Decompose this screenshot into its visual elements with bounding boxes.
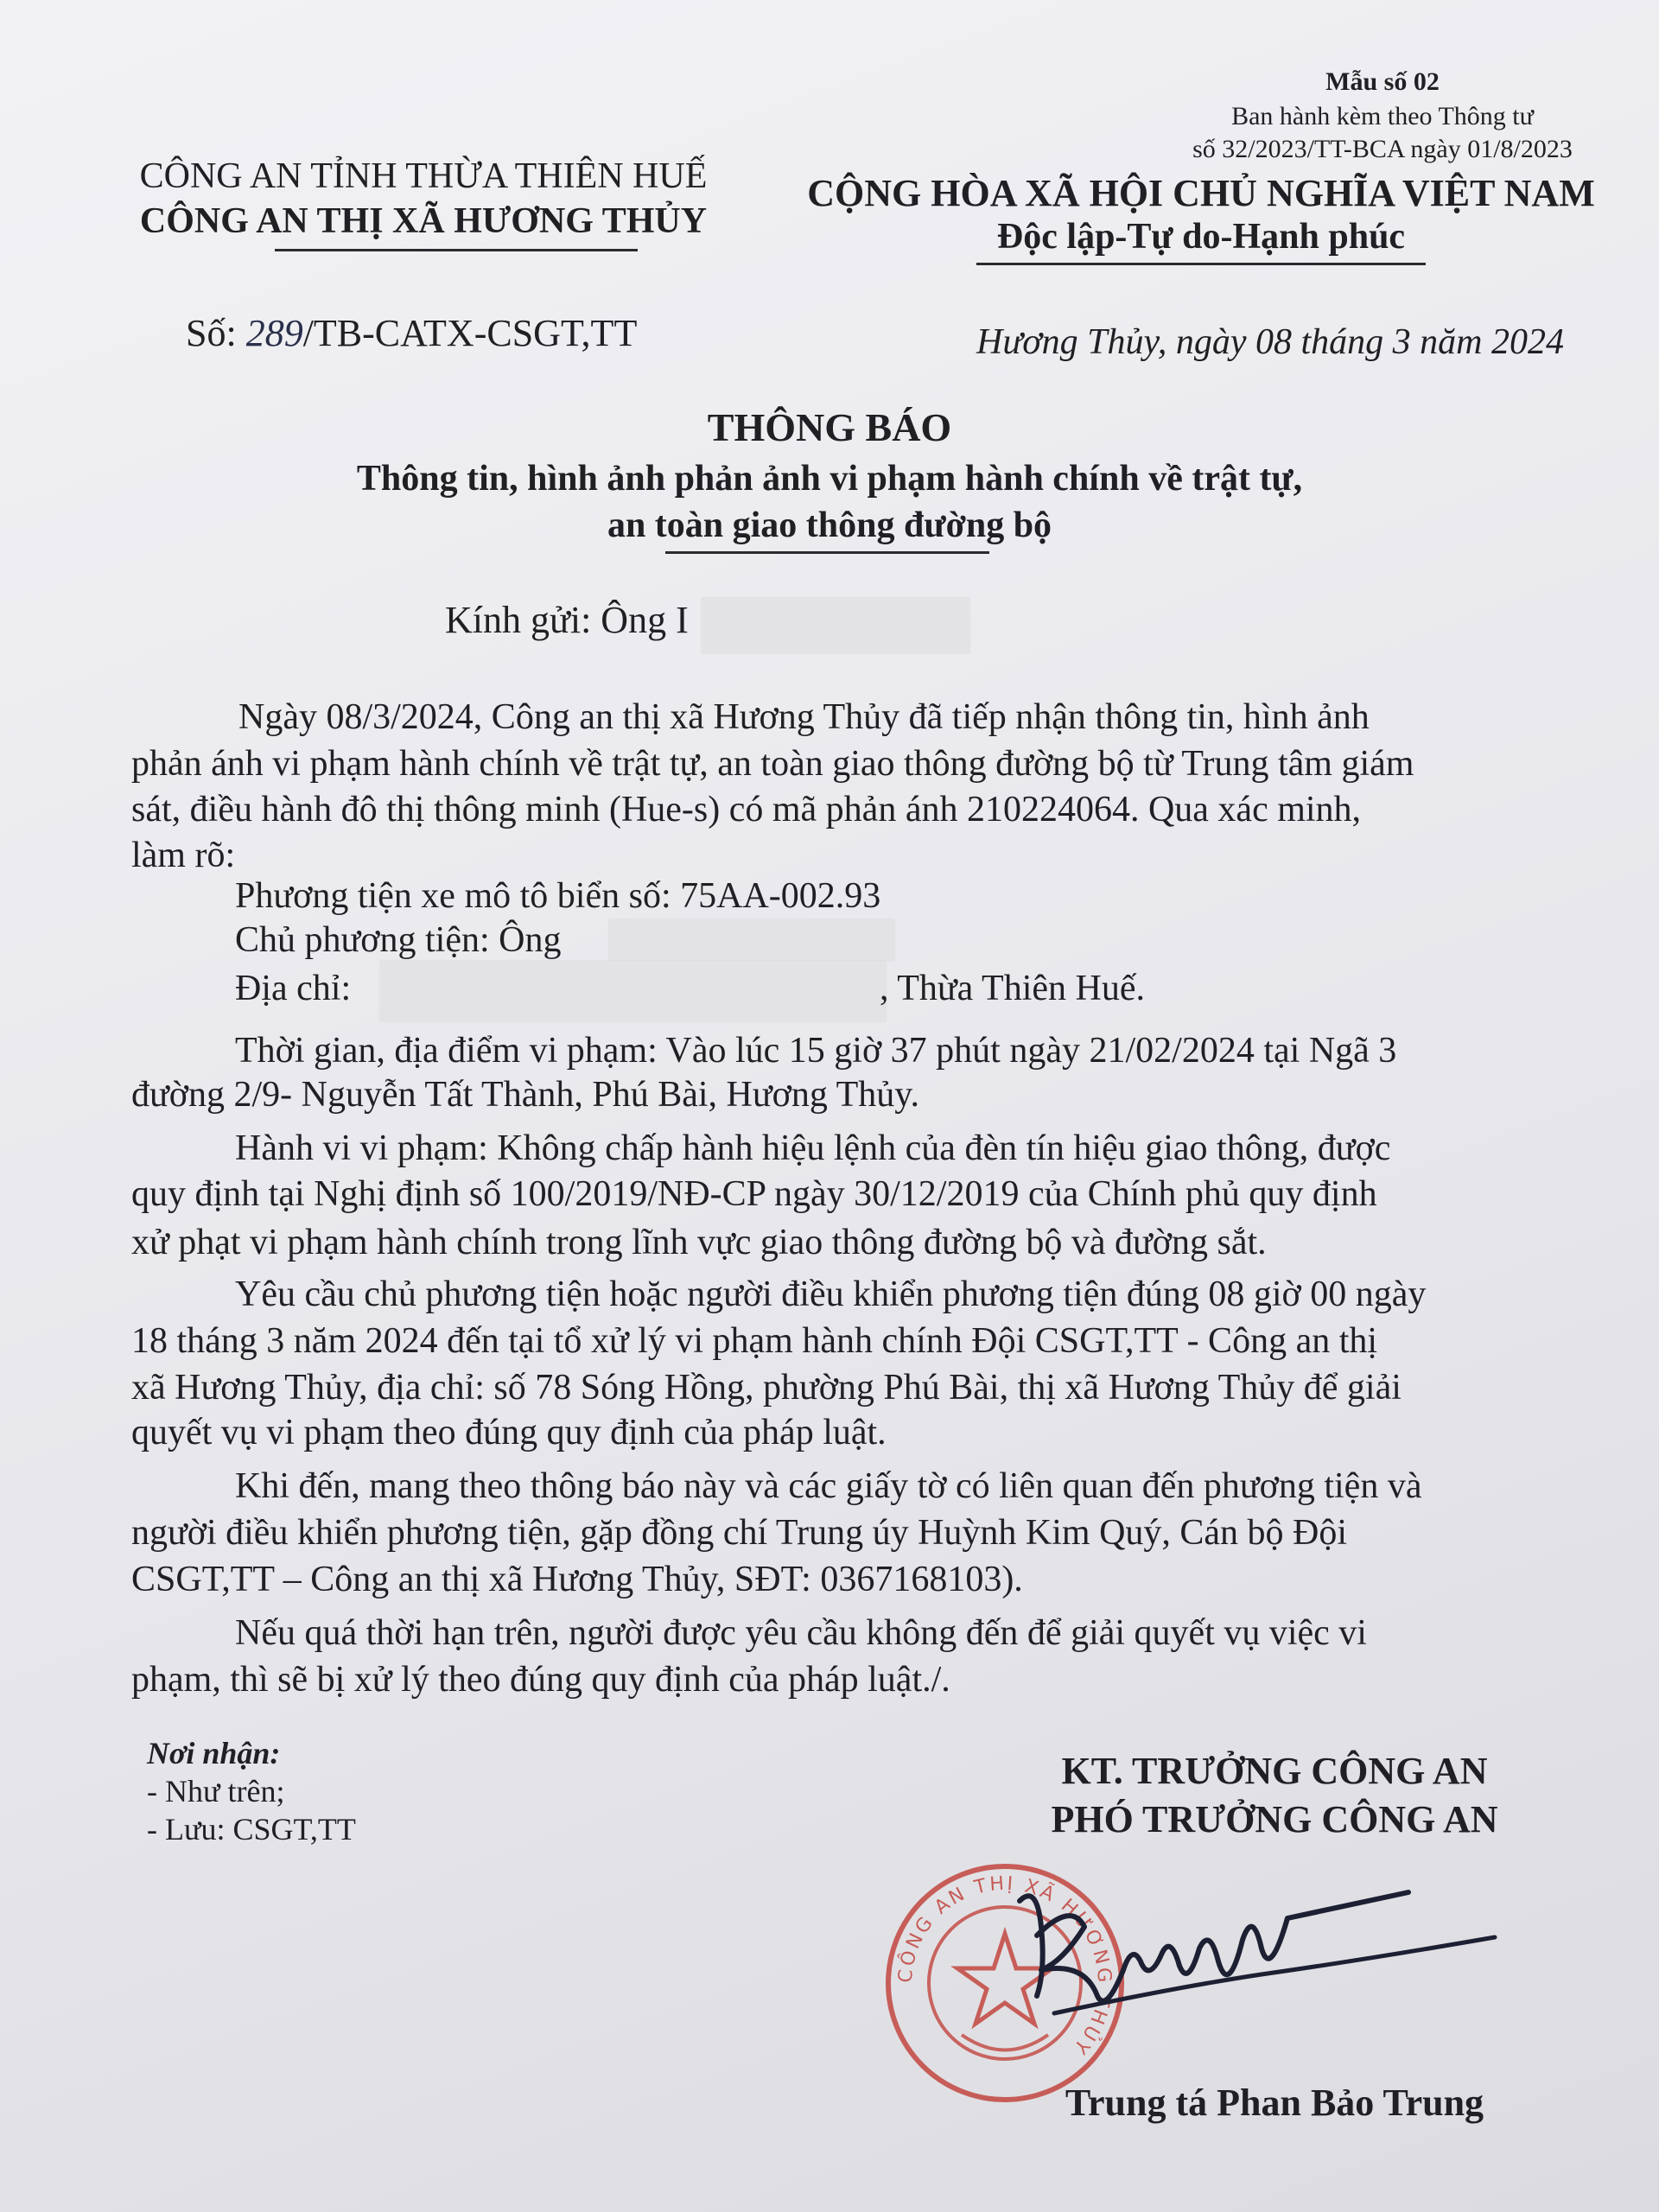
motto-underline (976, 263, 1426, 265)
document-number (186, 311, 637, 355)
recipients-title: Nơi nhận: (147, 1736, 281, 1770)
redaction-address (380, 961, 886, 1021)
doc-number-handwritten: 289 (245, 312, 303, 354)
issuer-name: CÔNG AN THỊ XÃ HƯƠNG THỦY (139, 201, 708, 241)
redaction-owner-name (609, 919, 894, 961)
signature-authority-line2: PHÓ TRƯỞNG CÔNG AN (1051, 1798, 1498, 1840)
request-line3: xã Hương Thủy, địa chỉ: số 78 Sóng Hồng, phường Phú Bài, thị xã Hương Thủy để giải (131, 1368, 1402, 1408)
national-motto: Độc lập-Tự do-Hạnh phúc (996, 217, 1406, 257)
doc-number-prefix: Số: (186, 312, 246, 354)
address-province: , Thừa Thiên Huế. (880, 969, 1145, 1008)
greeting: Kính gửi: Ông I (445, 599, 689, 641)
vehicle-plate: Phương tiện xe mô tô biển số: 75AA-002.93 (235, 876, 881, 916)
redaction-recipient-name (702, 598, 969, 653)
vehicle-owner: Chủ phương tiện: Ông (235, 920, 562, 960)
request-line2: 18 tháng 3 năm 2024 đến tại tổ xử lý vi phạm hành chính Đội CSGT,TT - Công an thị (131, 1321, 1378, 1361)
violation-act-line3: xử phạt vi phạm hành chính trong lĩnh vực giao thông đường bộ và đường sắt. (131, 1223, 1267, 1262)
request-line4: quyết vụ vi phạm theo đúng quy định của pháp luật. (131, 1413, 887, 1452)
violation-time-line1: Thời gian, địa điểm vi phạm: Vào lúc 15 giờ 37 phút ngày 21/02/2024 tại Ngã 3 (235, 1031, 1397, 1071)
violation-act-line2: quy định tại Nghị định số 100/2019/NĐ-CP ngày 30/12/2019 của Chính phủ quy định (131, 1174, 1377, 1214)
issuer-underline (275, 249, 638, 251)
handwritten-signature-icon (1002, 1866, 1521, 2074)
bring-docs-line1: Khi đến, mang theo thông báo này và các giấy tờ có liên quan đến phương tiện và (235, 1466, 1422, 1506)
seal-text: CÔNG AN THỊ XÃ HƯƠNG THỦY (894, 1872, 1116, 2060)
doc-number-suffix: /TB-CATX-CSGT,TT (302, 312, 638, 354)
form-number: Mẫu số 02 (1325, 67, 1440, 96)
national-title: CỘNG HÒA XÃ HỘI CHỦ NGHĨA VIỆT NAM (807, 172, 1595, 214)
place-date: Hương Thủy, ngày 08 tháng 3 năm 2024 (976, 322, 1564, 362)
bring-docs-line2: người điều khiển phương tiện, gặp đồng chí Trung úy Huỳnh Kim Quý, Cán bộ Đội (131, 1513, 1348, 1553)
para1-line3: sát, điều hành đô thị thông minh (Hue-s) có mã phản ánh 210224064. Qua xác minh, (131, 790, 1362, 830)
document-subtitle-line1: Thông tin, hình ảnh phản ảnh vi phạm hành chính về trật tự, (356, 459, 1303, 499)
signature-authority-line1: KT. TRƯỞNG CÔNG AN (1061, 1750, 1488, 1792)
document-subtitle-line2: an toàn giao thông đường bộ (607, 505, 1052, 545)
violation-time-line2: đường 2/9- Nguyễn Tất Thành, Phú Bài, Hương Thủy. (131, 1075, 920, 1115)
address-label: Địa chỉ: (235, 969, 352, 1008)
para1-line1: Ngày 08/3/2024, Công an thị xã Hương Thủy đã tiếp nhận thông tin, hình ảnh (238, 697, 1370, 737)
request-line1: Yêu cầu chủ phương tiện hoặc người điều khiển phương tiện đúng 08 giờ 00 ngày (235, 1274, 1427, 1314)
late-warning-line2: phạm, thì sẽ bị xử lý theo đúng quy định của pháp luật./. (131, 1660, 950, 1700)
recipient-item: - Như trên; (147, 1774, 285, 1808)
late-warning-line1: Nếu quá thời hạn trên, người được yêu cầu không đến để giải quyết vụ việc vi (235, 1613, 1367, 1653)
form-issued-with: Ban hành kèm theo Thông tư (1231, 102, 1534, 130)
recipient-item: - Lưu: CSGT,TT (147, 1812, 356, 1847)
issuer-parent: CÔNG AN TỈNH THỪA THIÊN HUẾ (139, 156, 708, 196)
bring-docs-line3: CSGT,TT – Công an thị xã Hương Thủy, SĐT: 0367168103). (131, 1560, 1023, 1599)
form-circular-ref: số 32/2023/TT-BCA ngày 01/8/2023 (1192, 135, 1573, 163)
violation-act-line1: Hành vi vi phạm: Không chấp hành hiệu lệnh của đèn tín hiệu giao thông, được (235, 1128, 1391, 1168)
document-title: THÔNG BÁO (707, 405, 952, 449)
subtitle-underline (665, 551, 989, 554)
para1-line4: làm rõ: (131, 836, 236, 875)
para1-line2: phản ánh vi phạm hành chính về trật tự, an toàn giao thông đường bộ từ Trung tâm giám (131, 744, 1414, 784)
signer-name: Trung tá Phan Bảo Trung (1065, 2082, 1484, 2124)
